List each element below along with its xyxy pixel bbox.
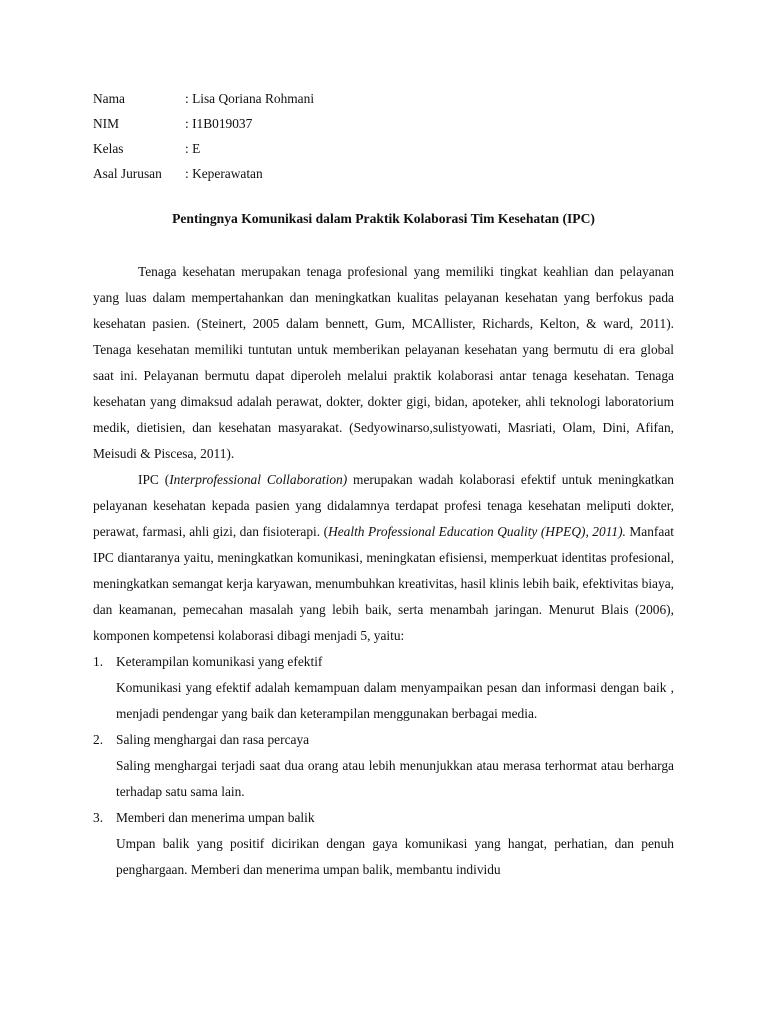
list-description: Umpan balik yang positif dicirikan dengan gaya komunikasi yang hangat, perhatian, dan penuh penghargaan. Memberi dan menerima umpan balik, membantu individu — [116, 836, 674, 877]
paragraph-intro: Tenaga kesehatan merupakan tenaga profesional yang memiliki tingkat keahlian dan pelayanan yang luas dalam mempertahankan dan meningkatkan kualitas pelayanan kesehatan yang berfokus pada kesehatan pasien. (Steinert, 2005 dalam bennett, Gum, MCAllister, Richards, Kelton, & ward, 2011). Tenaga kesehatan memiliki tuntutan untuk memberikan pelayanan kesehatan yang bermutu di era global saat ini. Pelayanan bermutu dapat diperoleh melalui praktik kolaborasi antar tenaga kesehatan. Tenaga kesehatan yang dimaksud adalah perawat, dokter, dokter gigi, bidan, apoteker, ahli teknologi laboratorium medik, dietisien, dan kesehatan masyarakat. (Sedyowinarso,sulistyowati, Masriati, Olam, Dini, Afifan, Meisudi & Piscesa, 2011). — [93, 264, 674, 461]
list-number: 3. — [93, 810, 104, 825]
info-row-major — [93, 161, 314, 186]
info-row-class — [93, 136, 314, 161]
info-label: NIM — [93, 116, 120, 131]
list-heading: Keterampilan komunikasi yang efektif — [116, 654, 323, 669]
list-description: Komunikasi yang efektif adalah kemampuan dalam menyampaikan pesan dan informasi dengan baik , menjadi pendengar yang baik dan keterampilan menggunakan berbagai media. — [116, 680, 674, 721]
list-description: Saling menghargai terjadi saat dua orang atau lebih menunjukkan atau merasa terhormat atau berharga terhadap satu sama lain. — [116, 758, 674, 799]
info-row-nim — [93, 111, 314, 136]
document-title: Pentingnya Komunikasi dalam Praktik Kolaborasi Tim Kesehatan (IPC) — [172, 211, 595, 226]
list-number: 2. — [93, 732, 104, 747]
list-number: 1. — [93, 654, 104, 669]
para-italic-citation: Health Professional Education Quality (HPEQ), 2011). — [328, 524, 626, 539]
info-value: : I1B019037 — [185, 116, 253, 131]
info-value: : Lisa Qoriana Rohmani — [185, 91, 315, 106]
para-italic-term: Interprofessional Collaboration) — [169, 472, 348, 487]
para-text: merupakan wadah kolaborasi efektif untuk meningkatkan pelayanan kesehatan kepada pasien yang didalamnya terdapat profesi tenaga kesehatan meliputi dokter, perawat, farmasi, ahli gizi, dan fisioterapi. ( — [93, 472, 674, 539]
document-body — [93, 259, 674, 883]
list-item — [93, 649, 674, 727]
info-value: : E — [185, 141, 201, 156]
para-text: Manfaat IPC diantaranya yaitu, meningkatkan komunikasi, meningkatan efisiensi, memperkuat identitas profesional, meningkatkan semangat kerja karyawan, menumbuhkan kreativitas, hasil klinis lebih baik, efektivitas biaya, dan keamanan, pemecahan masalah yang lebih baik, serta menambah jaringan. Menurut Blais (2006), komponen kompetensi kolaborasi dibagi menjadi 5, yaitu: — [93, 524, 674, 643]
para-text: IPC ( — [138, 472, 170, 487]
info-value: : Keperawatan — [185, 166, 263, 181]
info-row-name — [93, 86, 314, 111]
list-item — [93, 805, 674, 883]
list-item — [93, 727, 674, 805]
list-heading: Memberi dan menerima umpan balik — [116, 810, 315, 825]
student-info — [93, 86, 314, 186]
info-label: Asal Jurusan — [93, 166, 162, 181]
info-label: Nama — [93, 91, 125, 106]
info-label: Kelas — [93, 141, 124, 156]
paragraph-ipc — [93, 467, 674, 649]
list-heading: Saling menghargai dan rasa percaya — [116, 732, 310, 747]
